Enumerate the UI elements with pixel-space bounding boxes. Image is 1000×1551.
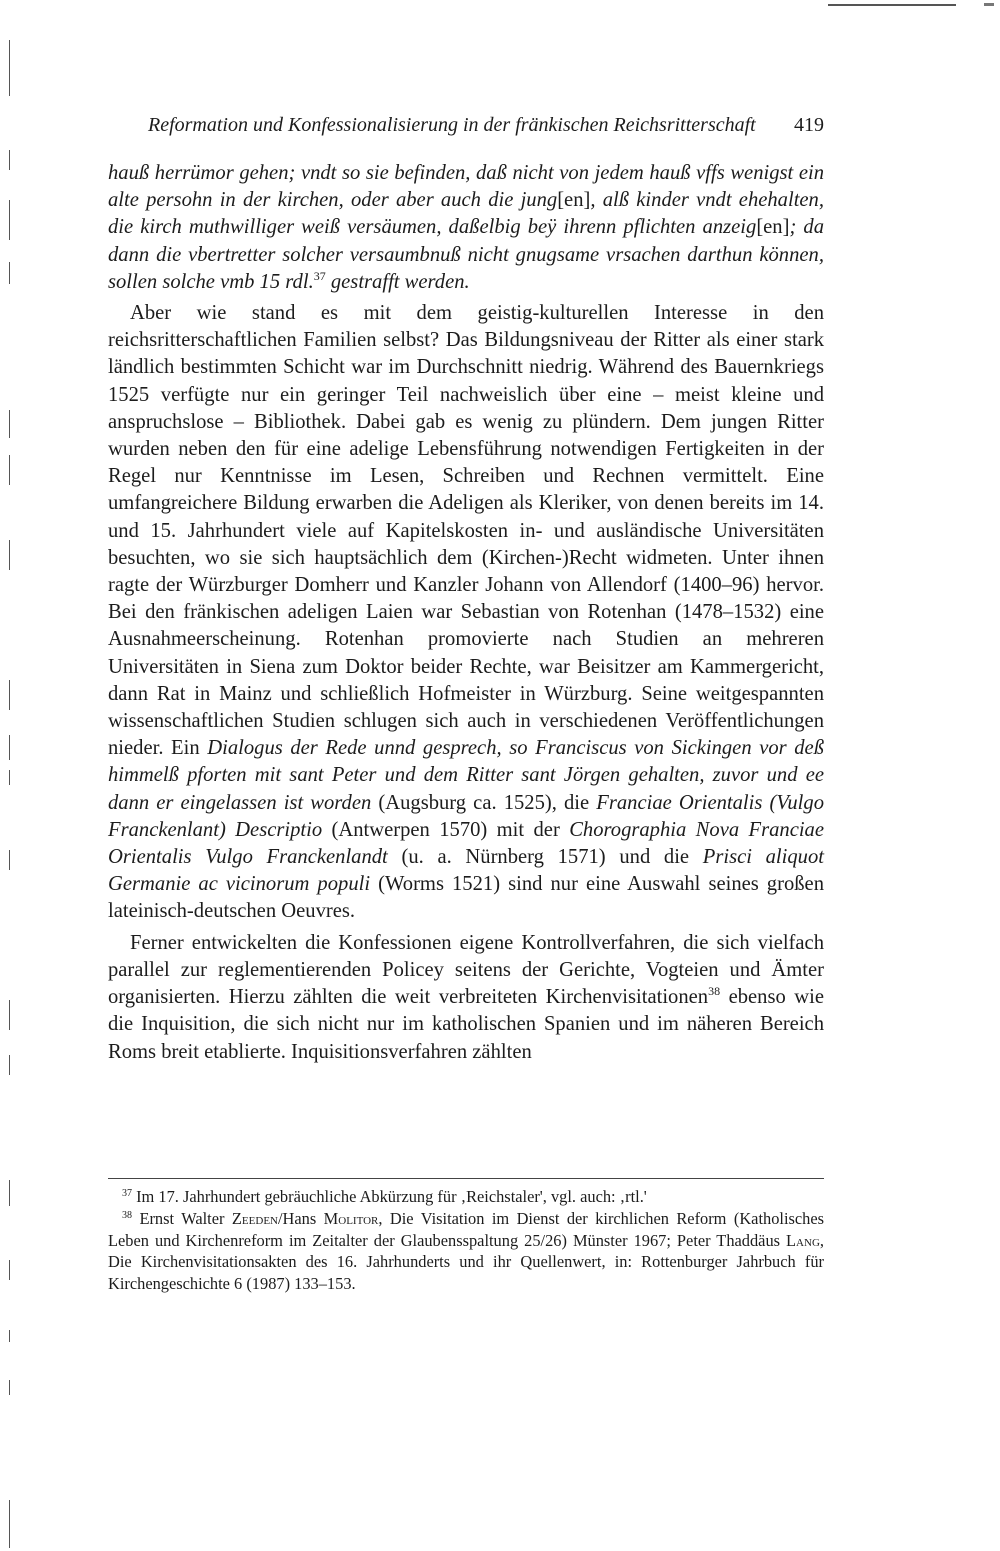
paragraph-text: Ferner entwickelten die Konfessionen eigene Kontrollverfahren, die sich vielfach parallel zur reglementierenden Policey seitens der Gerichte, Vogteien und Ämter organisierten. Hierzu zählten die weit verbreiteten Kirchenvisitationen	[108, 931, 824, 1009]
work-title: Chorographia Nova Franciae Orientalis Vulgo Franckenlandt	[108, 818, 824, 869]
footnotes	[108, 1186, 824, 1295]
paragraph	[108, 930, 824, 1066]
running-title: Reformation und Konfessionalisierung in der fränkischen Reichsritterschaft	[148, 114, 756, 136]
page-header	[148, 114, 824, 146]
scan-artifact-dot	[984, 3, 994, 6]
editorial-bracket: [en]	[557, 189, 591, 212]
scan-edge-mark	[9, 770, 10, 785]
footnote-text: , Die Visitation im Dienst der kirchlichen Reform (Katholisches Leben und Kirchenreform im Zeitalter der Glaubensspaltung 25/26) Münster 1967; Peter Thaddäus	[108, 1208, 825, 1250]
scan-edge-mark	[9, 262, 10, 284]
footnote-text: /Hans	[277, 1208, 324, 1228]
paragraph-text: ebenso wie die Inquisition, die sich nicht nur im katholischen Spanien und im näheren Bereich Roms breit etablierte. Inquisitionsverfahren zählten	[108, 986, 824, 1063]
scan-edge-mark	[9, 40, 10, 96]
footnote-38	[108, 1208, 824, 1295]
quote-text: hauß herrümor gehen; vndt so sie befinden, daß nicht von jedem hauß vffs wenigst ein alte persohn in der kirchen, oder aber auch die jung	[108, 162, 824, 212]
footnote-divider	[108, 1178, 824, 1179]
footnote-text: Im 17. Jahrhundert gebräuchliche Abkürzung für ‚Reichstaler', vgl. auch: ‚rtl.'	[132, 1187, 647, 1206]
paragraph-text: (u. a. Nürnberg 1571) und die	[387, 846, 703, 869]
scan-edge-mark	[9, 540, 10, 570]
scan-edge-mark	[9, 410, 10, 438]
footnote-text: Ernst Walter	[132, 1208, 232, 1228]
page-number: 419	[794, 114, 824, 136]
scan-edge-mark	[9, 1180, 10, 1206]
paragraph-text: Aber wie stand es mit dem geistig-kulturellen Interesse in den reichsritterschaftlichen Familien selbst? Das Bildungsniveau der Ritter als einer stark ländlich bestimmten Schicht war im Durchschnitt niedrig. Während des Bauernkriegs 1525 verfügte nur ein geringer Teil nachweislich über eine – meist kleine und anspruchslose – Bibliothek. Dabei gab es wenig zu plündern. Dem jungen Ritter wurden neben den für eine adelige Lebensführung notwendigen Fertigkeiten in der Regel nur Kenntnisse im Lesen, Schreiben und Rechnen vermittelt. Eine umfangreichere Bildung erwarben die Adeligen als Kleriker, von denen bereits im 14. und 15. Jahrhundert viele auf Kapitelskosten in- und ausländische Universitäten besuchten, wo sie sich hauptsächlich dem (Kirchen-)Recht widmeten. Unter ihnen ragte der Würzburger Domherr und Kanzler Johann von Allendorf (1400–96) hervor. Bei den fränkischen adeligen Laien war Sebastian von Rotenhan (1478–1532) eine Ausnahmeerscheinung. Rotenhan promovierte nach Studien an mehreren Universitäten in Siena zum Doktor beider Rechte, war Beisitzer am Kammergericht, dann Rat in Mainz und schließlich Hofmeister in Würzburg. Seine weitgespannten wissenschaftlichen Studien schlugen sich auch in verschiedenen Veröffentlichungen nieder. Ein	[108, 302, 824, 760]
scan-edge-mark	[9, 735, 10, 760]
work-title: Franciae Orientalis (Vulgo Franckenlant) Descriptio	[108, 791, 824, 841]
work-title: Prisci aliquot Germanie ac vicinorum populi	[108, 846, 824, 896]
footnote-text: , Die Kirchenvisitationsakten des 16. Jahrhunderts und ihr Quellenwert, in: Rottenburger Jahrbuch für Kirchengeschichte 6 (1987) 133–153.	[108, 1230, 824, 1294]
scan-edge-mark	[9, 1260, 10, 1280]
scan-edge-mark	[9, 1055, 10, 1075]
paragraph	[108, 300, 824, 926]
author-surname: Molitor	[323, 1208, 379, 1228]
scan-edge-mark	[9, 1500, 10, 1548]
footnote-number: 37	[122, 1188, 132, 1199]
scan-edge-mark	[9, 1380, 10, 1395]
scan-edge-mark	[9, 680, 10, 710]
quote-text: , alß kinder vndt ehehalten, die kirch muthwilliger weiß versäumen, daßelbig beÿ ihrenn pflichten anzeig	[108, 189, 825, 239]
editorial-bracket: [en]	[756, 216, 790, 239]
body-text	[108, 160, 824, 1066]
footnote-number: 38	[122, 1209, 132, 1221]
author-surname: Lang	[786, 1230, 820, 1250]
quote-text: ; da dann die vbertretter solcher versaumbnuß nicht gnugsame vrsachen darthun können, sollen solche vmb 15 rdl.	[108, 216, 824, 293]
scan-edge-mark	[9, 200, 10, 240]
block-quote	[108, 160, 824, 296]
scan-edge-mark	[9, 1000, 10, 1030]
footnote-ref-37[interactable]: 37	[313, 268, 326, 283]
scan-edge-mark	[9, 455, 10, 485]
scan-artifact-line	[828, 4, 956, 6]
paragraph-text: (Augsburg ca. 1525), die	[371, 791, 597, 814]
work-title: Dialogus der Rede unnd gesprech, so Franciscus von Sickingen vor deß himmelß pforten mit sant Peter und dem Ritter sant Jörgen gehalten, zuvor und ee dann er eingelassen ist worden	[108, 737, 824, 814]
paragraph-text: (Worms 1521) sind nur eine Auswahl seines großen lateinisch-deutschen Oeuvres.	[108, 873, 824, 923]
paragraph-text: (Antwerpen 1570) mit der	[322, 818, 570, 841]
scan-edge-mark	[9, 150, 10, 170]
scan-edge-mark	[9, 850, 10, 870]
footnote-ref-38[interactable]: 38	[708, 984, 721, 999]
footnote-37	[108, 1186, 824, 1208]
scan-edge-mark	[9, 1330, 10, 1342]
author-surname: Zeeden	[231, 1208, 278, 1228]
quote-text: gestrafft werden.	[325, 270, 470, 293]
